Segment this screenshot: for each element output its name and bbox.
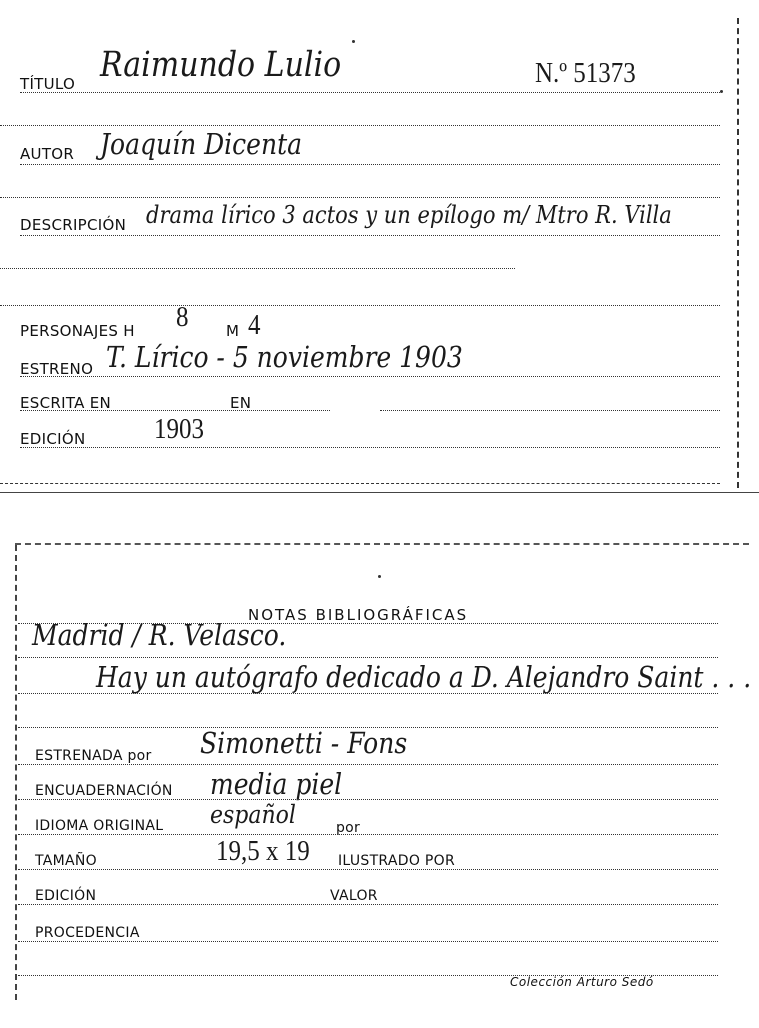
personajes-h-value: 8 <box>176 301 189 333</box>
line-rule <box>0 197 720 198</box>
tamano-label: TAMAÑO <box>35 853 97 869</box>
line-rule <box>0 305 720 306</box>
estrenada-value: Simonetti - Fons <box>200 726 408 760</box>
encuadernacion-label: ENCUADERNACIÓN <box>35 783 173 799</box>
descripcion-value: drama lírico 3 actos y un epílogo m/ Mtro R. Villa <box>146 201 672 229</box>
note-line-1: Madrid / R. Velasco. <box>32 618 287 652</box>
autor-label: AUTOR <box>20 145 75 163</box>
line-rule <box>0 483 720 484</box>
descripcion-label: DESCRIPCIÓN <box>20 216 127 234</box>
line-rule <box>380 410 720 411</box>
estreno-label: ESTRENO <box>20 360 94 378</box>
speck <box>378 575 381 578</box>
escrita-en-label: EN <box>230 394 252 412</box>
line-rule <box>20 164 720 165</box>
idioma-label: IDIOMA ORIGINAL <box>35 818 164 834</box>
titulo-value: Raimundo Lulio <box>100 44 342 85</box>
card-number: N.º 51373 <box>535 57 636 89</box>
edicion-value: 1903 <box>154 413 204 445</box>
idioma-value: español <box>210 801 296 830</box>
idioma-por-label: por <box>336 820 361 836</box>
line-rule <box>18 693 718 694</box>
personajes-m-value: 4 <box>248 309 261 341</box>
edicion-label: EDICIÓN <box>20 430 86 448</box>
personajes-m-label: M <box>226 322 240 340</box>
card-edge <box>0 492 759 493</box>
card-edge <box>15 545 17 1000</box>
personajes-label: PERSONAJES H <box>20 322 135 340</box>
card-edge <box>15 543 749 545</box>
note-line-2: Hay un autógrafo dedicado a D. Alejandro Saint . . . <box>96 660 752 694</box>
line-rule <box>20 410 330 411</box>
estreno-value: T. Lírico - 5 noviembre 1903 <box>106 340 463 374</box>
collection-credit: Colección Arturo Sedó <box>510 975 654 989</box>
catalog-card-front <box>0 0 759 495</box>
valor-label: VALOR <box>330 888 378 904</box>
line-rule <box>18 941 718 942</box>
procedencia-label: PROCEDENCIA <box>35 925 140 941</box>
line-rule <box>18 904 718 905</box>
line-rule <box>18 657 718 658</box>
back-edicion-label: EDICIÓN <box>35 888 97 904</box>
speck <box>352 40 355 43</box>
speck <box>720 90 723 93</box>
ilustrado-label: ILUSTRADO POR <box>338 853 455 869</box>
autor-value: Joaquín Dicenta <box>100 127 303 161</box>
line-rule <box>0 268 515 269</box>
line-rule <box>20 235 720 236</box>
line-rule <box>18 799 718 800</box>
escrita-label: ESCRITA EN <box>20 394 112 412</box>
line-rule <box>20 376 720 377</box>
tamano-value: 19,5 x 19 <box>216 835 310 867</box>
line-rule <box>18 834 718 835</box>
line-rule <box>18 764 718 765</box>
titulo-label: TÍTULO <box>20 75 76 93</box>
encuadernacion-value: media piel <box>210 767 343 801</box>
line-rule <box>20 92 720 93</box>
line-rule <box>0 125 720 126</box>
catalog-card-back <box>0 535 759 1028</box>
line-rule <box>20 447 720 448</box>
estrenada-label: ESTRENADA por <box>35 748 152 764</box>
notas-heading: NOTAS BIBLIOGRÁFICAS <box>248 606 469 624</box>
line-rule <box>18 869 718 870</box>
card-edge <box>737 18 739 488</box>
